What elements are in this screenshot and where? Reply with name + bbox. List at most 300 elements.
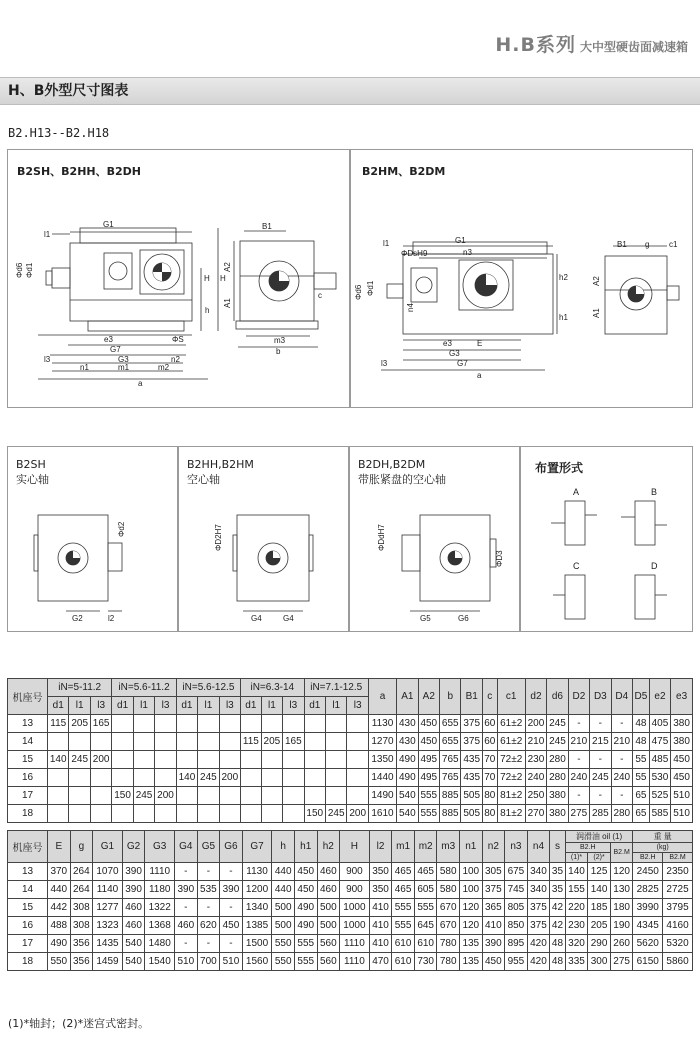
sub-col-header: l3 — [90, 697, 111, 715]
table-cell: 805 — [505, 899, 528, 917]
dim-g3: G3 — [118, 355, 129, 364]
table-cell — [155, 715, 176, 733]
table-cell: 100 — [460, 881, 483, 899]
shaft-box-shrink-disc — [349, 446, 520, 632]
table-cell: 5860 — [663, 953, 693, 971]
col-header: H — [340, 831, 370, 863]
ratio-group-header: iN=7.1-12.5 — [304, 679, 368, 697]
table-cell: 1180 — [145, 881, 175, 899]
table-cell: 5620 — [633, 935, 663, 953]
dim-ddh7: ΦDdH7 — [377, 524, 386, 551]
col-header: h2 — [317, 831, 340, 863]
footnote: (1)*轴封；(2)*迷宫式密封。 — [8, 1017, 150, 1030]
shaft-type-name: 实心轴 — [16, 473, 49, 486]
table-cell: 35 — [550, 881, 565, 899]
col-header: D4 — [611, 679, 632, 715]
table-cell: 430 — [397, 733, 418, 751]
table-cell: 555 — [392, 899, 415, 917]
shaft-box-solid — [7, 446, 178, 632]
col-header: m2 — [414, 831, 437, 863]
table-cell: 140 — [176, 769, 197, 787]
table-cell: 465 — [414, 863, 437, 881]
table-cell: 215 — [590, 733, 611, 751]
table-cell: 555 — [392, 917, 415, 935]
table-cell: - — [611, 751, 632, 769]
table-cell: 140 — [48, 751, 69, 769]
table-cell: 435 — [461, 751, 482, 769]
sub-col-header: l1 — [261, 697, 282, 715]
table-cell — [176, 787, 197, 805]
table-cell: 390 — [220, 881, 243, 899]
table-cell: 460 — [122, 917, 145, 935]
table-cell: 488 — [48, 917, 71, 935]
dim-s: ΦS — [172, 335, 184, 344]
table-cell: 490 — [397, 769, 418, 787]
table-cell — [198, 715, 219, 733]
table-cell: 100 — [460, 863, 483, 881]
table-cell: 370 — [48, 863, 71, 881]
sub-col-header: d1 — [304, 697, 325, 715]
table-cell — [155, 769, 176, 787]
shaft-type-name: 带胀紧盘的空心轴 — [358, 473, 446, 486]
series-name: H.B系列 — [495, 34, 576, 56]
col-header: h1 — [294, 831, 317, 863]
table-row — [8, 881, 693, 899]
table-cell: 1277 — [93, 899, 123, 917]
table-cell: 645 — [414, 917, 437, 935]
table-cell: 435 — [461, 769, 482, 787]
table-cell: 1200 — [242, 881, 272, 899]
table-cell: 410 — [369, 935, 392, 953]
table-cell — [112, 733, 133, 751]
table-cell: - — [568, 715, 589, 733]
table-cell — [347, 787, 368, 805]
table-cell: 17 — [8, 787, 48, 805]
drawing-title: B2HM、B2DM — [362, 165, 446, 178]
table-cell: 380 — [547, 805, 568, 823]
shaft-type-code: B2SH — [16, 458, 46, 471]
table-cell: 420 — [527, 953, 550, 971]
dim-b1: B1 — [262, 222, 272, 231]
drawing-box-b2hm — [350, 149, 693, 408]
table-cell: 13 — [8, 863, 48, 881]
oil-sub-header: (2)* — [588, 853, 611, 863]
table-row — [8, 953, 693, 971]
drawing-box-b2sh — [7, 149, 350, 408]
dim-g2: G2 — [72, 614, 83, 623]
table-cell: 4345 — [633, 917, 663, 935]
weight-header: 重 量 — [633, 831, 693, 843]
table-cell: 35 — [550, 863, 565, 881]
table-cell: 165 — [283, 733, 304, 751]
table-cell — [304, 769, 325, 787]
table-cell — [241, 805, 262, 823]
col-header: h — [272, 831, 295, 863]
dim-dsh9: ΦDsH9 — [401, 249, 428, 258]
table-cell: - — [590, 751, 611, 769]
arrangement-label-a: A — [573, 487, 580, 497]
table-cell: 580 — [437, 863, 460, 881]
table-cell: 460 — [317, 863, 340, 881]
table-cell: 115 — [241, 733, 262, 751]
table-cell: 275 — [568, 805, 589, 823]
dimension-table-1 — [7, 678, 693, 823]
front-view-drawing-hollow — [351, 150, 694, 409]
table-cell: 308 — [70, 899, 93, 917]
table-cell: 485 — [649, 751, 670, 769]
table-cell: 420 — [527, 935, 550, 953]
table-cell — [219, 805, 240, 823]
table-cell — [198, 733, 219, 751]
table-row — [8, 715, 693, 733]
table-cell: 1322 — [145, 899, 175, 917]
table-cell: 440 — [48, 881, 71, 899]
table-cell: 655 — [440, 715, 461, 733]
table-cell: 280 — [611, 805, 632, 823]
table-cell — [326, 769, 347, 787]
table-cell: 285 — [590, 805, 611, 823]
dim-e3: e3 — [104, 335, 113, 344]
section-title: H、B外型尺寸图表 — [0, 77, 700, 105]
table-cell: 405 — [649, 715, 670, 733]
table-cell — [133, 715, 154, 733]
table-cell: 245 — [547, 715, 568, 733]
dim-h-upper: H — [204, 274, 210, 283]
table-cell: 605 — [414, 881, 437, 899]
table-cell — [241, 769, 262, 787]
table-cell: 140 — [588, 881, 611, 899]
col-header: e3 — [671, 679, 693, 715]
table-cell: 1368 — [145, 917, 175, 935]
table-cell: 48 — [550, 953, 565, 971]
table-cell: - — [197, 863, 220, 881]
table-cell — [326, 715, 347, 733]
table-cell: 1110 — [145, 863, 175, 881]
table-cell: 48 — [550, 935, 565, 953]
sub-col-header: l1 — [326, 697, 347, 715]
table-cell — [155, 751, 176, 769]
table-cell: 1560 — [242, 953, 272, 971]
table-cell: 780 — [437, 953, 460, 971]
dim-a-hm: a — [477, 371, 482, 380]
dim-g1: G1 — [103, 220, 114, 229]
table-cell: 200 — [90, 751, 111, 769]
arrangement-a — [551, 487, 597, 545]
table-cell: 120 — [460, 917, 483, 935]
table-cell: 450 — [220, 917, 243, 935]
dimension-table-2 — [7, 830, 693, 971]
table-cell: 540 — [397, 787, 418, 805]
table-cell: 780 — [437, 935, 460, 953]
table-cell: 375 — [461, 733, 482, 751]
table-cell: - — [611, 715, 632, 733]
table-cell: 550 — [272, 935, 295, 953]
table-cell: 260 — [610, 935, 633, 953]
table-cell — [261, 805, 282, 823]
table-row — [8, 787, 693, 805]
table-cell — [219, 733, 240, 751]
drawing-title: B2SH、B2HH、B2DH — [17, 165, 141, 178]
dim-g3-hm: G3 — [449, 349, 460, 358]
dim-m3: m3 — [274, 336, 286, 345]
table-cell: 115 — [48, 715, 69, 733]
table-cell — [261, 751, 282, 769]
table-cell — [283, 769, 304, 787]
col-header: n2 — [482, 831, 505, 863]
table-cell: 1480 — [145, 935, 175, 953]
table-cell: 60 — [482, 715, 497, 733]
table-cell: 1140 — [93, 881, 123, 899]
table-cell: 14 — [8, 881, 48, 899]
table-cell: - — [568, 787, 589, 805]
table-cell: 470 — [369, 953, 392, 971]
table-cell: 450 — [482, 953, 505, 971]
table-cell: 264 — [70, 863, 93, 881]
dim-d3: ΦD3 — [495, 550, 504, 567]
table-cell: 2825 — [633, 881, 663, 899]
dim-g7: G7 — [110, 345, 121, 354]
col-header: G1 — [93, 831, 123, 863]
table-cell: 655 — [440, 733, 461, 751]
table-cell: 495 — [418, 751, 439, 769]
table-cell: 308 — [70, 917, 93, 935]
table-cell: 1490 — [368, 787, 396, 805]
table-cell: 245 — [69, 751, 90, 769]
table-cell: 442 — [48, 899, 71, 917]
table-cell: 390 — [122, 863, 145, 881]
table-cell: - — [197, 935, 220, 953]
dim-l3-hm: l3 — [381, 359, 388, 368]
arrangement-d — [635, 561, 667, 619]
dim-b: b — [276, 347, 281, 356]
table-cell — [176, 805, 197, 823]
table-cell: 305 — [482, 863, 505, 881]
table-cell: 264 — [70, 881, 93, 899]
table-cell — [304, 787, 325, 805]
table-cell: 560 — [317, 953, 340, 971]
col-header: D5 — [633, 679, 650, 715]
table-cell — [69, 805, 90, 823]
table-cell — [112, 751, 133, 769]
dim-m1: m1 — [118, 363, 130, 372]
table-cell — [326, 751, 347, 769]
table-cell: 555 — [418, 805, 439, 823]
table-cell — [241, 715, 262, 733]
dim-e: E — [477, 339, 483, 348]
table-cell: 180 — [610, 899, 633, 917]
table-cell: 955 — [505, 953, 528, 971]
oil-b2m-header: B2.M — [610, 843, 633, 863]
table-cell: 340 — [527, 881, 550, 899]
table-cell: 450 — [671, 769, 693, 787]
table-cell — [198, 805, 219, 823]
table-cell: 745 — [505, 881, 528, 899]
table-row — [8, 805, 693, 823]
table-cell: 61±2 — [497, 715, 525, 733]
sub-col-header: l3 — [347, 697, 368, 715]
table-cell: 210 — [611, 733, 632, 751]
ratio-group-header: iN=5.6-12.5 — [176, 679, 240, 697]
table-cell — [326, 787, 347, 805]
table-cell: 490 — [397, 751, 418, 769]
table-cell: 885 — [440, 787, 461, 805]
table-cell: 1540 — [145, 953, 175, 971]
table-cell: 205 — [261, 733, 282, 751]
oil-sub-header: (1)* — [565, 853, 588, 863]
table-cell: 850 — [505, 917, 528, 935]
table-cell: 3795 — [663, 899, 693, 917]
table-cell: 560 — [317, 935, 340, 953]
table-cell: 1130 — [242, 863, 272, 881]
table-cell: 220 — [565, 899, 588, 917]
table-cell — [347, 733, 368, 751]
table-cell: 390 — [175, 881, 198, 899]
table-cell — [198, 787, 219, 805]
product-name: 大中型硬齿面减速箱 — [579, 40, 688, 54]
table-cell: 730 — [414, 953, 437, 971]
table-cell: 6150 — [633, 953, 663, 971]
table-cell: 700 — [197, 953, 220, 971]
table-cell: 510 — [220, 953, 243, 971]
table-cell: 510 — [671, 805, 693, 823]
table-cell: 70 — [482, 769, 497, 787]
table-cell: 1350 — [368, 751, 396, 769]
table-cell: 80 — [482, 787, 497, 805]
col-header: n4 — [527, 831, 550, 863]
dim-n2: n2 — [171, 355, 180, 364]
table-cell: 240 — [611, 769, 632, 787]
table-cell — [90, 805, 111, 823]
col-header: d2 — [525, 679, 546, 715]
ratio-group-header: iN=5.6-11.2 — [112, 679, 176, 697]
col-header: c1 — [497, 679, 525, 715]
table-cell: 1000 — [340, 899, 370, 917]
table-cell: 2725 — [663, 881, 693, 899]
table-cell: 81±2 — [497, 787, 525, 805]
dim-d2: Φd2 — [117, 521, 126, 537]
table-cell: 350 — [369, 863, 392, 881]
col-header: G4 — [175, 831, 198, 863]
table-row — [8, 935, 693, 953]
table-cell: 490 — [294, 917, 317, 935]
table-cell: 5320 — [663, 935, 693, 953]
col-header: g — [70, 831, 93, 863]
table-cell: 460 — [175, 917, 198, 935]
table-cell: 765 — [440, 769, 461, 787]
shaft-type-code: B2DH,B2DM — [358, 458, 426, 471]
table-cell: 375 — [482, 881, 505, 899]
shrink-disc-drawing — [350, 447, 521, 633]
table-cell: 14 — [8, 733, 48, 751]
dim-a1: A1 — [223, 298, 232, 308]
table-cell: 1270 — [368, 733, 396, 751]
table-cell — [48, 787, 69, 805]
col-header: D3 — [590, 679, 611, 715]
col-header: a — [368, 679, 396, 715]
table-row — [8, 751, 693, 769]
table-cell: 610 — [392, 953, 415, 971]
table-cell — [90, 733, 111, 751]
sub-col-header: d1 — [176, 697, 197, 715]
dim-e3-hm: e3 — [443, 339, 452, 348]
dim-c1-hm: c1 — [669, 240, 678, 249]
arrangement-box — [520, 446, 693, 632]
table-cell: 550 — [272, 953, 295, 971]
col-header: G2 — [122, 831, 145, 863]
table-cell: 430 — [397, 715, 418, 733]
arrangement-label-b: B — [651, 487, 658, 497]
table-cell: 1440 — [368, 769, 396, 787]
table-cell: 80 — [482, 805, 497, 823]
table-cell: 4160 — [663, 917, 693, 935]
table-cell: 450 — [671, 751, 693, 769]
table-cell — [133, 769, 154, 787]
table-cell — [176, 751, 197, 769]
dim-b1-hm: B1 — [617, 240, 627, 249]
table-cell — [347, 715, 368, 733]
table-cell: 205 — [588, 917, 611, 935]
sub-col-header: d1 — [241, 697, 262, 715]
table-cell: 375 — [527, 917, 550, 935]
table-header-model: 机座号 — [8, 679, 48, 715]
dim-a1-hm: A1 — [592, 308, 601, 318]
table-cell — [176, 733, 197, 751]
table-cell — [347, 751, 368, 769]
table-cell: 510 — [175, 953, 198, 971]
table-cell — [283, 751, 304, 769]
table-cell — [261, 715, 282, 733]
table-cell: 555 — [418, 787, 439, 805]
table-cell: 275 — [610, 953, 633, 971]
table-cell: 55 — [633, 769, 650, 787]
col-header: G5 — [197, 831, 220, 863]
table-cell: 65 — [633, 805, 650, 823]
table-cell: 140 — [565, 863, 588, 881]
dim-l3: l3 — [44, 355, 51, 364]
table-cell: 245 — [198, 769, 219, 787]
table-cell: 280 — [547, 751, 568, 769]
table-cell: - — [175, 935, 198, 953]
weight-unit: (kg) — [633, 843, 693, 853]
dim-d2h7: ΦD2H7 — [214, 524, 223, 551]
table-cell — [304, 733, 325, 751]
table-cell: 240 — [525, 769, 546, 787]
table-cell: 48 — [633, 715, 650, 733]
hollow-shaft-drawing — [179, 447, 350, 633]
dim-l2: l2 — [108, 614, 115, 623]
table-cell — [112, 805, 133, 823]
table-cell: 340 — [527, 863, 550, 881]
table-cell: 535 — [197, 881, 220, 899]
table-cell: 450 — [418, 715, 439, 733]
table-cell — [133, 751, 154, 769]
table-cell — [347, 769, 368, 787]
table-cell: 555 — [294, 935, 317, 953]
dim-c: c — [318, 291, 322, 300]
dim-h2: h2 — [559, 273, 568, 282]
table-cell: 375 — [461, 715, 482, 733]
table-cell: 495 — [418, 769, 439, 787]
table-cell — [176, 715, 197, 733]
sub-col-header: l1 — [198, 697, 219, 715]
ratio-group-header: iN=6.3-14 — [241, 679, 304, 697]
dim-g4: G4 — [251, 614, 262, 623]
table-cell: 48 — [633, 733, 650, 751]
table-cell: 3990 — [633, 899, 663, 917]
table-cell — [198, 751, 219, 769]
table-cell: 1500 — [242, 935, 272, 953]
table-cell: 450 — [294, 863, 317, 881]
